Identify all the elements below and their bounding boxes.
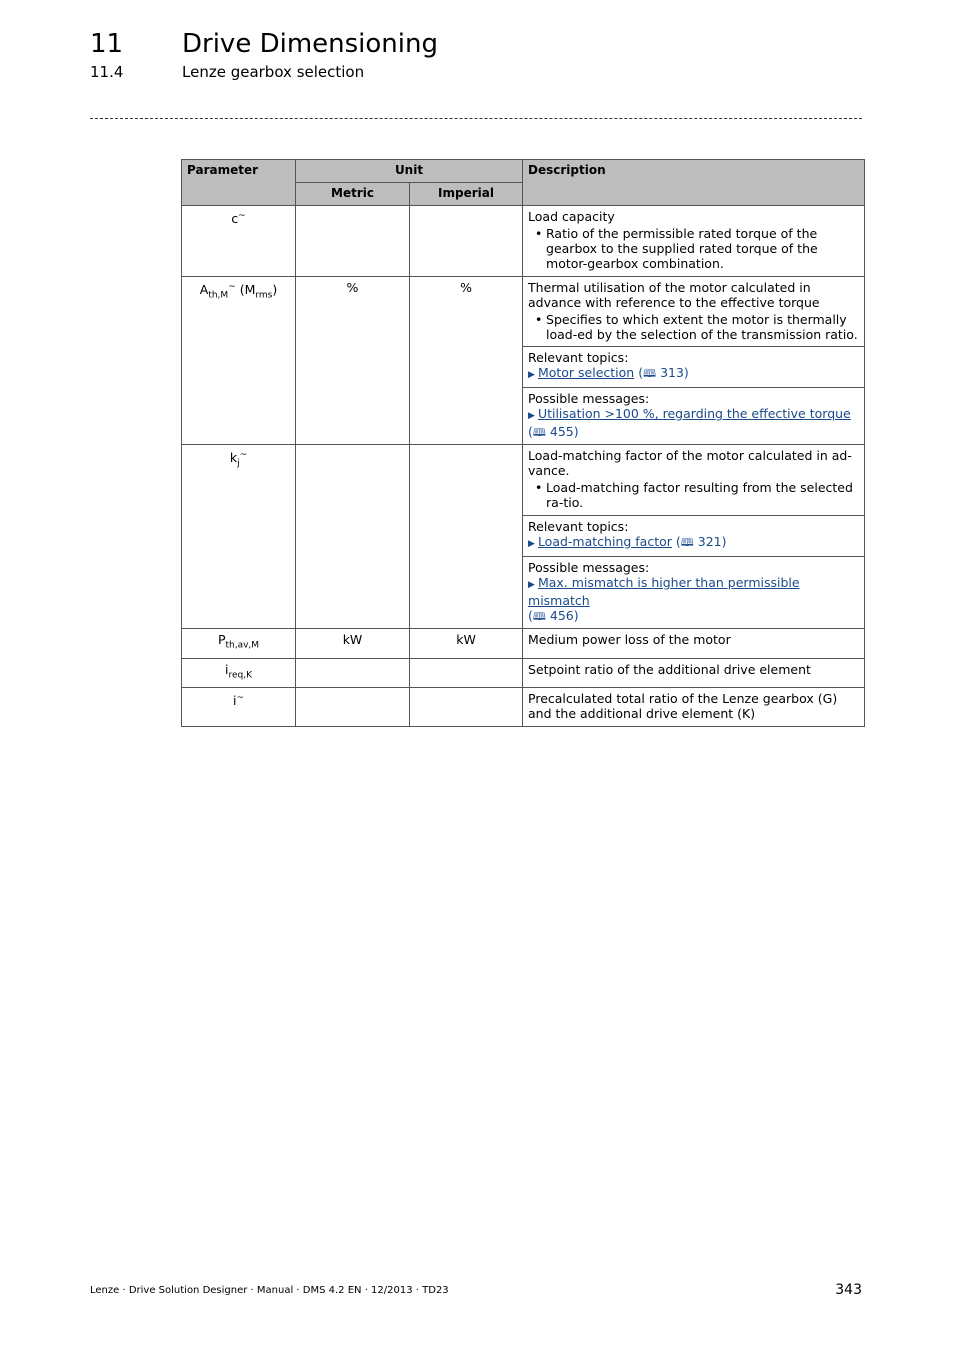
- book-icon: 🕮: [643, 367, 657, 380]
- metric-cell: kW: [296, 629, 410, 659]
- triangle-right-icon: ▶: [528, 539, 535, 549]
- description-cell: [523, 277, 865, 347]
- book-icon: 🕮: [532, 610, 546, 623]
- header-parameter: Parameter: [182, 160, 296, 206]
- metric-cell: [296, 445, 410, 629]
- param-cell: c~: [182, 206, 296, 277]
- table-header-row: [182, 160, 865, 183]
- header-unit: Unit: [296, 160, 523, 183]
- section-title: Lenze gearbox selection: [182, 63, 365, 81]
- triangle-right-icon: ▶: [528, 411, 535, 421]
- table-row: [182, 688, 865, 727]
- description-text: Thermal utilisation of the motor calculated in advance with reference to the effective torque: [528, 280, 820, 310]
- mismatch-message-link[interactable]: Max. mismatch is higher than permissible mismatch: [528, 575, 800, 608]
- relevant-topics-cell: Relevant topics: ▶ Load-matching factor (🕮 321): [523, 516, 865, 557]
- utilisation-message-link[interactable]: Utilisation >100 %, regarding the effective torque: [537, 406, 851, 421]
- description-cell: Precalculated total ratio of the Lenze gearbox (G) and the additional drive element (K): [523, 688, 865, 727]
- section-number: 11.4: [90, 63, 124, 81]
- header-description: Description: [523, 160, 865, 206]
- load-matching-factor-link[interactable]: Load-matching factor: [537, 534, 672, 549]
- book-icon: 🕮: [532, 426, 546, 439]
- description-text: Load capacity: [528, 209, 615, 224]
- param-cell: $i_{req,K}$: [182, 658, 296, 688]
- param-cell: $k_j^\sim$: [182, 445, 296, 629]
- header-metric: Metric: [296, 183, 410, 206]
- metric-cell: [296, 658, 410, 688]
- header-imperial: Imperial: [410, 183, 523, 206]
- description-cell: Medium power loss of the motor: [523, 629, 865, 659]
- param-cell: $P_{th,av,M}$: [182, 629, 296, 659]
- page-ref: 321: [697, 534, 722, 549]
- page-ref: 455: [549, 424, 574, 439]
- param-cell: i~: [182, 688, 296, 727]
- relevant-topics-label: Relevant topics:: [528, 350, 629, 365]
- header-divider: [90, 118, 862, 119]
- imperial-cell: [410, 658, 523, 688]
- imperial-cell: %: [410, 277, 523, 445]
- table-row: [182, 206, 865, 277]
- imperial-cell: [410, 206, 523, 277]
- table-row: [182, 658, 865, 688]
- table-row: [182, 629, 865, 659]
- parameter-table: [181, 159, 865, 727]
- description-text: Load-matching factor of the motor calculated in ad-vance.: [528, 448, 852, 478]
- relevant-topics-cell: Relevant topics: ▶ Motor selection (🕮 313): [523, 347, 865, 388]
- imperial-cell: kW: [410, 629, 523, 659]
- metric-cell: [296, 688, 410, 727]
- description-bullet: • Specifies to which extent the motor is thermally load-ed by the selection of the transmission ratio.: [546, 312, 859, 342]
- description-bullet: • Ratio of the permissible rated torque of the gearbox to the supplied rated torque of the motor-gearbox combination.: [546, 226, 859, 271]
- imperial-cell: [410, 445, 523, 629]
- possible-messages-cell: Possible messages: ▶ Utilisation >100 %, regarding the effective torque (🕮 455): [523, 388, 865, 445]
- description-cell: Setpoint ratio of the additional drive element: [523, 658, 865, 688]
- description-bullet: • Load-matching factor resulting from the selected ra-tio.: [546, 480, 859, 510]
- page-number: 343: [835, 1282, 862, 1298]
- footer-text: Lenze · Drive Solution Designer · Manual · DMS 4.2 EN · 12/2013 · TD23: [90, 1285, 449, 1296]
- motor-selection-link[interactable]: Motor selection: [537, 365, 635, 380]
- triangle-right-icon: ▶: [528, 370, 535, 380]
- relevant-topics-label: Relevant topics:: [528, 519, 629, 534]
- triangle-right-icon: ▶: [528, 580, 535, 590]
- description-cell: [523, 445, 865, 516]
- imperial-cell: [410, 688, 523, 727]
- table-row: [182, 277, 865, 347]
- possible-messages-cell: Possible messages: ▶ Max. mismatch is higher than permissible mismatch (🕮 456): [523, 557, 865, 629]
- metric-cell: [296, 206, 410, 277]
- page-ref: 313: [660, 365, 684, 380]
- chapter-title: Drive Dimensioning: [182, 29, 438, 59]
- possible-messages-label: Possible messages:: [528, 391, 650, 406]
- param-cell: $A_{th,M}^\sim$ $(M_{rms})$: [182, 277, 296, 445]
- possible-messages-label: Possible messages:: [528, 560, 650, 575]
- table-row: [182, 445, 865, 516]
- book-icon: 🕮: [680, 536, 694, 549]
- description-cell: [523, 206, 865, 277]
- metric-cell: %: [296, 277, 410, 445]
- page-ref: 456: [549, 608, 574, 623]
- chapter-number: 11: [90, 29, 124, 59]
